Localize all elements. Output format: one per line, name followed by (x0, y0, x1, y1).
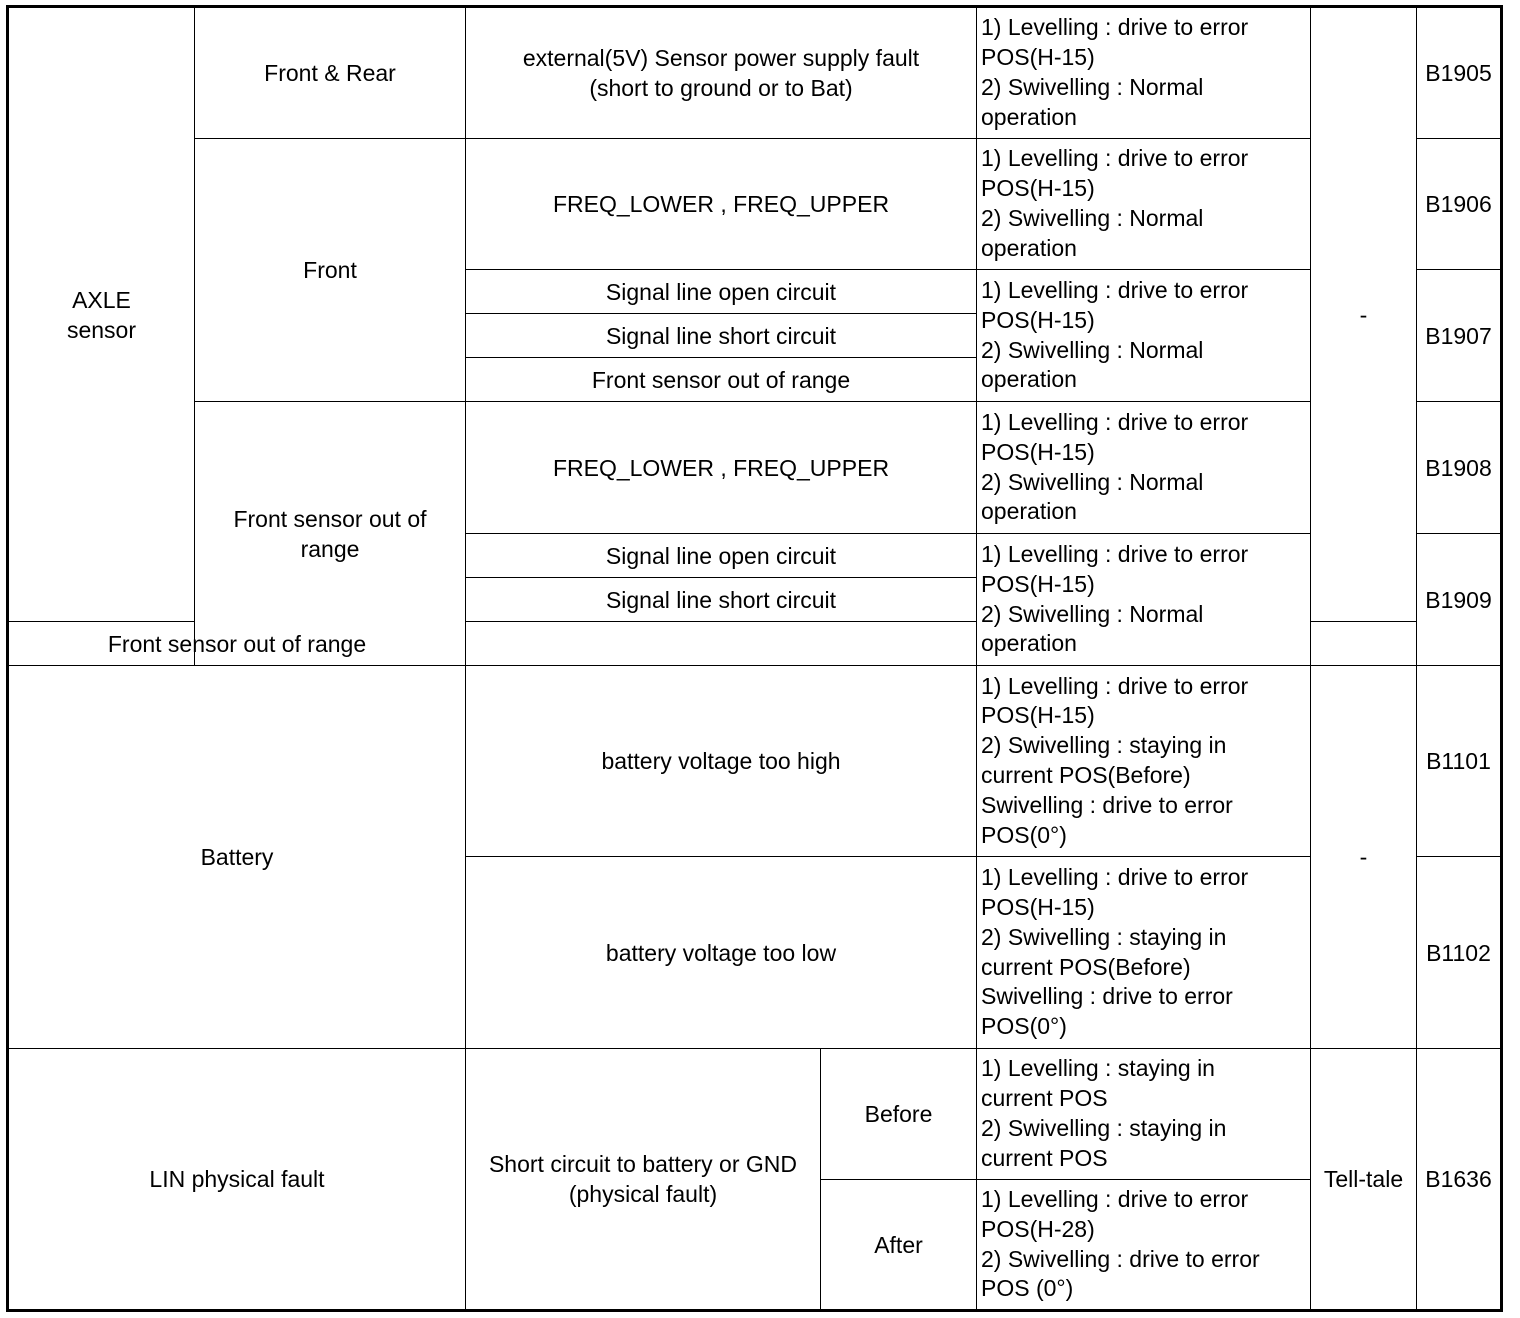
action-lin-after: 1) Levelling : drive to error POS(H-28) 2) Swivelling : drive to error POS (0°) (977, 1180, 1311, 1311)
phase-after: After (821, 1180, 977, 1311)
dtc-code-b1906: B1906 (1417, 139, 1502, 270)
fault-out-of-range-range: Front sensor out of range (8, 622, 466, 666)
action-b1101: 1) Levelling : drive to error POS(H-15) 2) Swivelling : staying in current POS(Before) Swivelling : drive to error POS(0°) (977, 666, 1311, 857)
location-front-rear: Front & Rear (195, 7, 466, 139)
fault-signal-short-front: Signal line short circuit (466, 314, 977, 358)
fault-battery-low: battery voltage too low (466, 857, 977, 1049)
dtc-code-b1101: B1101 (1417, 666, 1502, 857)
component-lin-physical-fault: LIN physical fault (8, 1049, 466, 1311)
action-b1908: 1) Levelling : drive to error POS(H-15) 2) Swivelling : Normal operation (977, 402, 1311, 534)
location-front: Front (195, 139, 466, 402)
dtc-code-b1907: B1907 (1417, 270, 1502, 402)
warning-tell-tale: Tell-tale (1311, 1049, 1417, 1311)
dtc-table (6, 5, 1503, 1312)
dtc-code-b1908: B1908 (1417, 402, 1502, 534)
dtc-code-b1102: B1102 (1417, 857, 1502, 1049)
action-lin-before: 1) Levelling : staying in current POS 2) Swivelling : staying in current POS (977, 1049, 1311, 1180)
dtc-code-b1905: B1905 (1417, 7, 1502, 139)
component-axle-sensor: AXLE sensor (8, 7, 195, 622)
warning-axle: - (1311, 7, 1417, 622)
action-b1907: 1) Levelling : drive to error POS(H-15) 2) Swivelling : Normal operation (977, 270, 1311, 402)
action-b1906: 1) Levelling : drive to error POS(H-15) 2) Swivelling : Normal operation (977, 139, 1311, 270)
dtc-code-b1909: B1909 (1417, 534, 1502, 666)
fault-out-of-range-front: Front sensor out of range (466, 358, 977, 402)
fault-battery-high: battery voltage too high (466, 666, 977, 857)
action-b1102: 1) Levelling : drive to error POS(H-15) 2) Swivelling : staying in current POS(Before) Swivelling : drive to error POS(0°) (977, 857, 1311, 1049)
fault-signal-open-front: Signal line open circuit (466, 270, 977, 314)
fault-sensor-power-supply: external(5V) Sensor power supply fault (short to ground or to Bat) (466, 7, 977, 139)
action-b1905: 1) Levelling : drive to error POS(H-15) 2) Swivelling : Normal operation (977, 7, 1311, 139)
component-battery: Battery (8, 666, 466, 1049)
fault-signal-open-range: Signal line open circuit (466, 534, 977, 578)
fault-lin-short-circuit: Short circuit to battery or GND (physical fault) (466, 1049, 821, 1311)
warning-battery: - (1311, 666, 1417, 1049)
location-front-sensor-out-of-range: Front sensor out of range (195, 402, 466, 666)
dtc-code-b1636: B1636 (1417, 1049, 1502, 1311)
fault-freq-range: FREQ_LOWER , FREQ_UPPER (466, 402, 977, 534)
action-b1909: 1) Levelling : drive to error POS(H-15) 2) Swivelling : Normal operation (977, 534, 1311, 666)
fault-freq-front: FREQ_LOWER , FREQ_UPPER (466, 139, 977, 270)
phase-before: Before (821, 1049, 977, 1180)
fault-signal-short-range: Signal line short circuit (466, 578, 977, 622)
